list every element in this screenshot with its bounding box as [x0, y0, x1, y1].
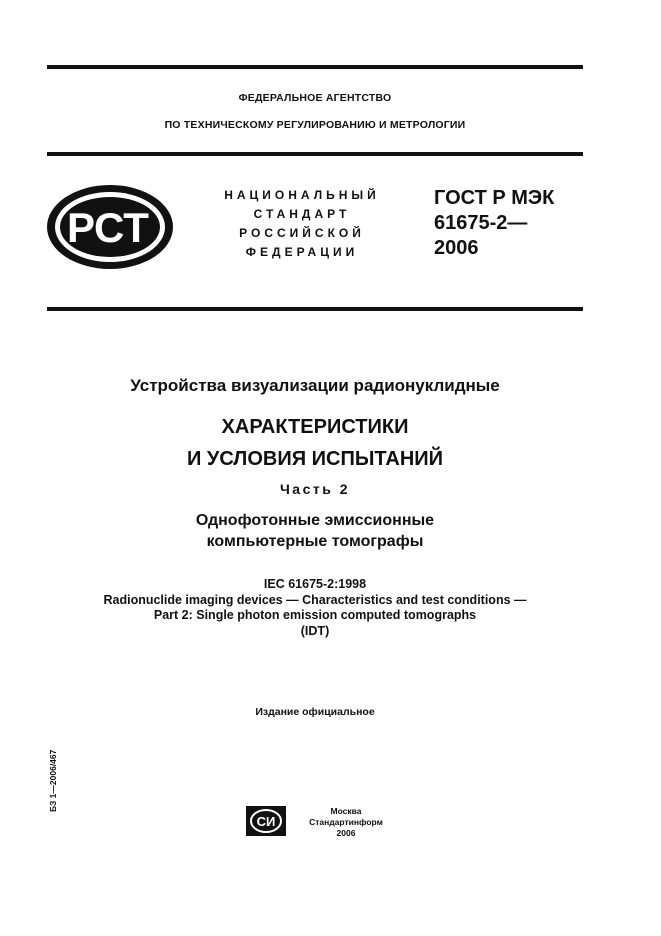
document-subtitle: Устройства визуализации радионуклидные [130, 376, 500, 395]
standard-type-line2: СТАНДАРТ [253, 207, 351, 221]
logo-section-rule [47, 307, 583, 311]
designation-line3: 2006 [434, 237, 479, 259]
document-title-line1: ХАРАКТЕРИСТИКИ [221, 416, 409, 438]
document-title-line2: И УСЛОВИЯ ИСПЫТАНИЙ [186, 448, 444, 470]
top-rule [47, 65, 583, 69]
international-reference [47, 577, 583, 639]
publisher-block [306, 806, 386, 839]
publisher-year: 2006 [336, 828, 356, 838]
logo-letters: РСТ [67, 204, 149, 251]
standartinform-logo-icon [246, 806, 286, 836]
publisher-name: Стандартинформ [309, 817, 383, 827]
agency-name-line1: ФЕДЕРАЛЬНОЕ АГЕНТСТВО [238, 92, 392, 104]
standard-type-line3: РОССИЙСКОЙ [239, 226, 365, 240]
standard-type [202, 186, 402, 262]
part-title-line2: компьютерные томографы [206, 533, 424, 550]
header-rule [47, 152, 583, 156]
gost-r-logo-icon [44, 182, 176, 272]
standard-type-line4: ФЕДЕРАЦИИ [245, 245, 359, 259]
side-code: БЗ 1—2006/467 [48, 749, 58, 812]
iec-number: IEC 61675-2:1998 [263, 577, 367, 591]
iec-title-line2: Part 2: Single photon emission computed tomographs [153, 608, 477, 622]
part-number: Часть 2 [279, 481, 351, 497]
iec-equivalence: (IDT) [300, 623, 330, 638]
official-edition-label: Издание официальное [255, 706, 375, 718]
designation-line1: ГОСТ Р МЭК [434, 187, 555, 209]
standard-designation [434, 186, 554, 261]
publisher-logo-letters: СИ [256, 814, 276, 829]
iec-title-line1: Radionuclide imaging devices — Characteristics and test conditions — [103, 592, 527, 607]
agency-name-line2: ПО ТЕХНИЧЕСКОМУ РЕГУЛИРОВАНИЮ И МЕТРОЛОГИИ [164, 119, 466, 131]
publisher-city: Москва [330, 806, 362, 816]
part-title-line1: Однофотонные эмиссионные [195, 512, 435, 529]
designation-line2: 61675-2— [434, 212, 528, 234]
standard-type-line1: НАЦИОНАЛЬНЫЙ [224, 188, 380, 202]
